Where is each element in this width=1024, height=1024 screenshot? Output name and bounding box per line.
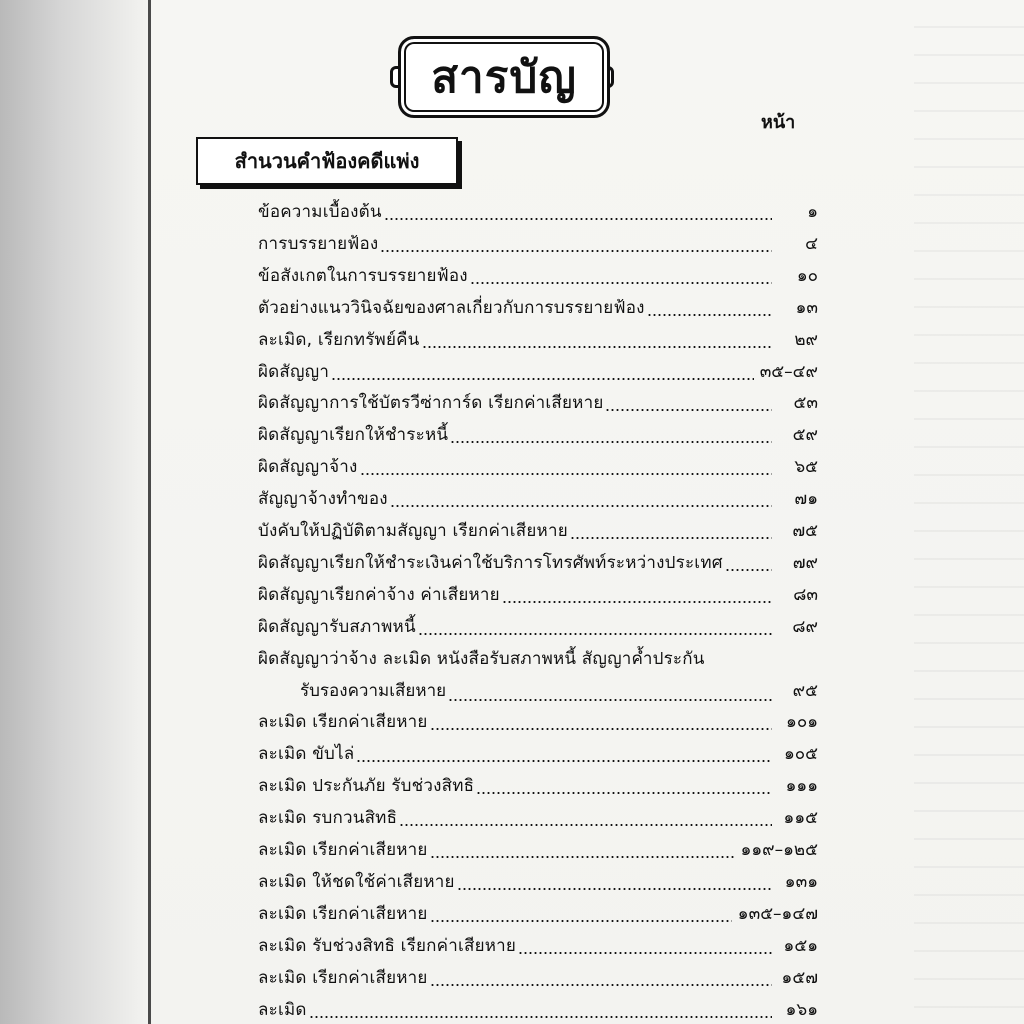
toc-entry-title: ละเมิด เรียกค่าเสียหาย: [258, 712, 428, 733]
toc-entry-page: ๑: [807, 202, 818, 222]
toc-entry-page: ๓๕–๔๙: [759, 361, 818, 382]
toc-entry-title: ผิดสัญญาเรียกให้ชำระเงินค่าใช้บริการโทรศัพท์ระหว่างประเทศ: [258, 552, 723, 573]
toc-entry[interactable]: [258, 517, 818, 545]
toc-entry[interactable]: [258, 868, 818, 896]
toc-entry-page: ๑๖๑: [785, 999, 818, 1020]
toc-entry[interactable]: [258, 485, 818, 513]
dot-leader: [470, 282, 772, 284]
dot-leader: [360, 473, 772, 475]
dot-leader: [725, 569, 772, 571]
dot-leader: [647, 314, 772, 316]
toc-entry-page: ๗๙: [792, 552, 818, 573]
toc-entry-title: ละเมิด รับช่วงสิทธิ เรียกค่าเสียหาย: [258, 935, 517, 956]
toc-entry-page: ๑๓๑: [784, 871, 818, 892]
toc-entry-continuation: รับรองความเสียหาย: [300, 680, 447, 701]
dot-leader: [450, 441, 772, 443]
dot-leader: [570, 537, 772, 539]
dot-leader: [430, 728, 772, 730]
toc-entry[interactable]: [258, 198, 818, 226]
toc-entry-title: การบรรยายฟ้อง: [258, 233, 379, 254]
title-banner: [398, 36, 610, 118]
toc-entry-title: ละเมิด เรียกค่าเสียหาย: [258, 840, 428, 860]
toc-entry-page: ๑๑๕: [783, 808, 818, 829]
dot-leader: [384, 218, 772, 220]
dot-leader: [518, 952, 772, 954]
section-header: [196, 137, 458, 185]
toc-entry-page: ๑๓๕–๑๔๗: [737, 903, 818, 924]
toc-entry[interactable]: [258, 645, 818, 707]
toc-entry-title: ละเมิด เรียกค่าเสียหาย: [258, 903, 428, 924]
page-title: สารบัญ: [431, 52, 577, 103]
dot-leader: [502, 601, 772, 603]
toc-entry-page: ๕๙: [792, 425, 818, 446]
page-column-label: หน้า: [761, 112, 796, 133]
dot-leader: [309, 1016, 772, 1018]
toc-entry[interactable]: [258, 836, 818, 864]
dot-leader: [390, 505, 772, 507]
toc-entry-page: ๘๓: [793, 584, 818, 605]
toc-entry[interactable]: [258, 453, 818, 481]
toc-entry-title: ละเมิด ขับไล่: [258, 744, 355, 765]
toc-entry[interactable]: [258, 358, 818, 386]
toc-entry-title: ผิดสัญญาเรียกค่าจ้าง ค่าเสียหาย: [258, 584, 500, 605]
toc-entry-title: ผิดสัญญาว่าจ้าง ละเมิด หนังสือรับสภาพหนี้ สัญญาค้ำประกัน: [258, 648, 705, 669]
toc-entry-title: ละเมิด ประกันภัย รับช่วงสิทธิ: [258, 776, 475, 797]
toc-entry-title: ข้อสังเกตในการบรรยายฟ้อง: [258, 265, 468, 286]
dot-leader: [356, 760, 772, 762]
toc-entry-title: ละเมิด เรียกค่าเสียหาย: [258, 967, 428, 988]
toc-entry-page: ๑๕๗: [781, 967, 818, 988]
toc-entry[interactable]: [258, 932, 818, 960]
toc-entry-page: ๔: [805, 233, 818, 254]
dot-leader: [399, 824, 772, 826]
toc-entry-page: ๗๕: [792, 521, 818, 541]
toc-entry-page: ๑๓: [795, 297, 818, 318]
toc-entry-title: สัญญาจ้างทำของ: [258, 489, 388, 510]
toc-entry[interactable]: [258, 900, 818, 928]
toc-entry-title: ละเมิด: [258, 999, 307, 1020]
toc-entry-title: ผิดสัญญาจ้าง: [258, 457, 358, 478]
toc-entry[interactable]: [258, 996, 818, 1024]
toc-entry[interactable]: [258, 581, 818, 609]
toc-entry[interactable]: [258, 964, 818, 992]
dot-leader: [605, 409, 772, 411]
toc-entry-page: ๕๓: [793, 393, 818, 414]
toc-entry-page: ๑๕๑: [783, 935, 818, 956]
book-binding-shadow: [0, 0, 150, 1024]
toc-entry-title: ข้อความเบื้องต้น: [258, 202, 382, 222]
dot-leader: [380, 250, 772, 252]
toc-entry[interactable]: [258, 804, 818, 832]
dot-leader: [422, 346, 772, 348]
toc-entry-page: ๑๑๑: [785, 776, 818, 797]
toc-entry[interactable]: [258, 262, 818, 290]
toc-entry[interactable]: [258, 708, 818, 736]
toc-entry-title: ผิดสัญญาเรียกให้ชำระหนี้: [258, 425, 449, 446]
dot-leader: [476, 792, 772, 794]
toc-entry-page: ๑๐๕: [783, 744, 818, 765]
toc-entry-title: บังคับให้ปฏิบัติตามสัญญา เรียกค่าเสียหาย: [258, 521, 568, 541]
toc-entry-page: ๙๕: [792, 680, 818, 701]
page-edge-line: [148, 0, 151, 1024]
dot-leader: [430, 920, 732, 922]
dot-leader: [418, 633, 772, 635]
toc-entry-page: ๑๐๑: [786, 712, 818, 733]
toc-entry-page: ๑๑๙–๑๒๕: [740, 840, 818, 860]
show-through-texture: [914, 0, 1024, 1024]
toc-entry[interactable]: [258, 389, 818, 417]
toc-entry-title: ผิดสัญญารับสภาพหนี้: [258, 616, 416, 637]
toc-entry[interactable]: [258, 230, 818, 258]
toc-entry-title: ผิดสัญญา: [258, 361, 330, 382]
toc-entry-title: ตัวอย่างแนววินิจฉัยของศาลเกี่ยวกับการบรรยายฟ้อง: [258, 297, 645, 318]
dot-leader: [430, 984, 772, 986]
toc-entry-page: ๘๙: [792, 616, 818, 637]
toc-entry-page: ๒๙: [794, 329, 818, 350]
toc-entry-title: ละเมิด, เรียกทรัพย์คืน: [258, 329, 420, 350]
dot-leader: [457, 888, 772, 890]
toc-entry[interactable]: [258, 294, 818, 322]
toc-entry-title: ละเมิด รบกวนสิทธิ: [258, 808, 398, 829]
dot-leader: [448, 699, 772, 701]
section-title: สำนวนคำฟ้องคดีแพ่ง: [234, 149, 420, 173]
toc-entry-page: ๗๑: [794, 489, 818, 510]
toc-entry-title: ผิดสัญญาการใช้บัตรวีซ่าการ์ด เรียกค่าเสียหาย: [258, 393, 604, 414]
toc-entry[interactable]: [258, 613, 818, 641]
dot-leader: [331, 378, 754, 380]
toc-entry[interactable]: [258, 772, 818, 800]
toc-entry[interactable]: [258, 326, 818, 354]
dot-leader: [430, 856, 735, 858]
toc-entry-page: ๑๐: [796, 265, 818, 286]
toc-entry[interactable]: [258, 740, 818, 768]
toc-entry-page: ๖๕: [794, 457, 818, 478]
toc-entry[interactable]: [258, 421, 818, 449]
toc-entry-title: ละเมิด ให้ชดใช้ค่าเสียหาย: [258, 871, 455, 892]
toc-entry[interactable]: [258, 549, 818, 577]
